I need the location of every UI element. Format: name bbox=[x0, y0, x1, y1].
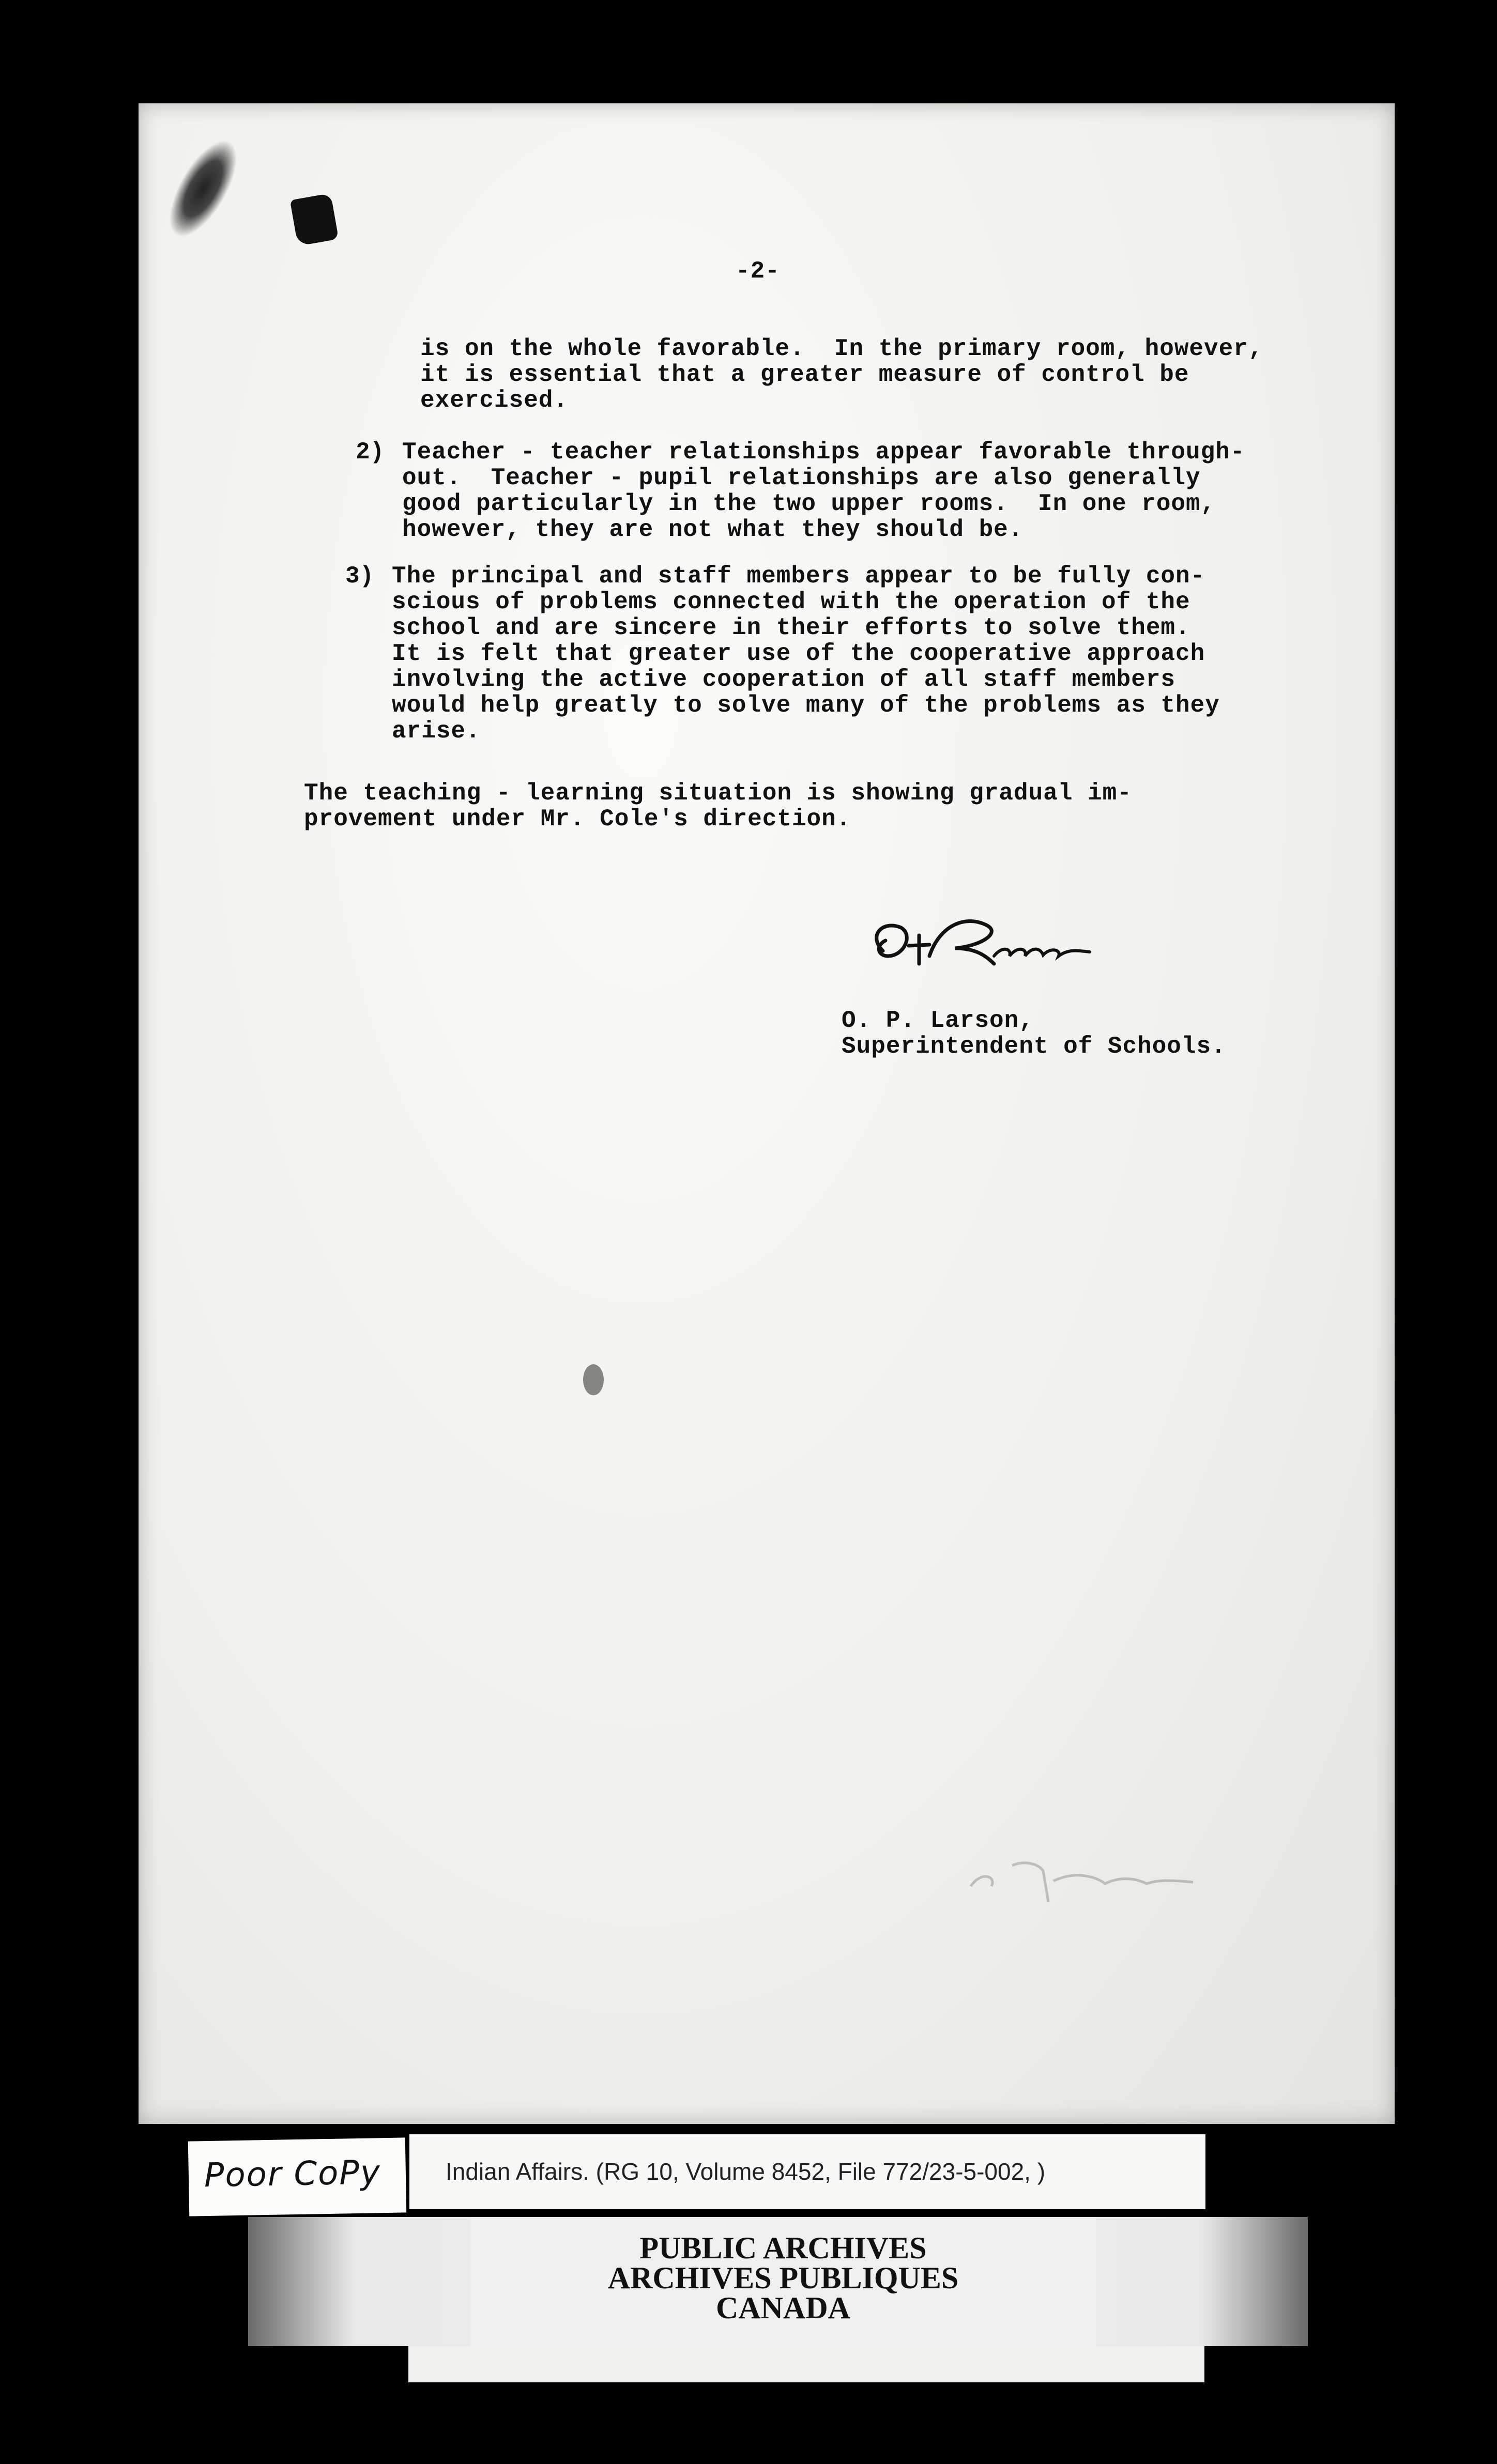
text-line: it is essential that a greater measure of control be bbox=[420, 361, 1189, 388]
text-line: school and are sincere in their efforts to solve them. bbox=[392, 614, 1190, 641]
closing-paragraph bbox=[304, 780, 1132, 832]
text-line: It is felt that greater use of the cooperative approach bbox=[392, 640, 1205, 667]
archive-reference-strip bbox=[409, 2134, 1205, 2209]
text-line: exercised. bbox=[420, 387, 569, 414]
archives-line-fr: ARCHIVES PUBLIQUES bbox=[607, 2261, 959, 2295]
poor-copy-note bbox=[188, 2137, 406, 2216]
archives-label bbox=[470, 2217, 1096, 2346]
text-line: The principal and staff members appear to be fully con- bbox=[392, 563, 1205, 590]
list-item-text bbox=[392, 563, 1220, 744]
archive-reference: Indian Affairs. (RG 10, Volume 8452, File 772/23-5-002, ) bbox=[446, 2158, 1046, 2185]
ink-smudge bbox=[156, 130, 251, 248]
bottom-strip bbox=[408, 2346, 1204, 2382]
text-line: provement under Mr. Cole's direction. bbox=[304, 806, 851, 833]
text-line: however, they are not what they should be. bbox=[402, 516, 1024, 543]
document-page bbox=[139, 103, 1395, 2124]
text-line: arise. bbox=[392, 718, 481, 745]
list-item-number: 2) bbox=[356, 439, 385, 466]
text-line: good particularly in the two upper rooms. In one room, bbox=[402, 490, 1216, 517]
stain-mark bbox=[583, 1364, 604, 1395]
handwritten-signature bbox=[862, 904, 1110, 987]
signatory-title: Superintendent of Schools. bbox=[842, 1033, 1226, 1060]
archives-line-country: CANADA bbox=[716, 2291, 850, 2325]
text-line: out. Teacher - pupil relationships are also generally bbox=[402, 465, 1201, 491]
poor-copy-text: Poor CoPy bbox=[204, 2153, 381, 2195]
text-line: The teaching - learning situation is showing gradual im- bbox=[304, 780, 1132, 807]
text-line: involving the active cooperation of all staff members bbox=[392, 666, 1176, 693]
text-line: Teacher - teacher relationships appear favorable through- bbox=[402, 439, 1245, 466]
continued-paragraph bbox=[420, 336, 1263, 413]
text-line: is on the whole favorable. In the primary room, however, bbox=[420, 335, 1263, 362]
ink-blot bbox=[290, 193, 339, 247]
bleed-through-signature bbox=[950, 1835, 1240, 1917]
text-line: scious of problems connected with the operation of the bbox=[392, 589, 1190, 615]
archives-stamp-box bbox=[248, 2217, 1308, 2346]
page-number: -2- bbox=[736, 258, 780, 285]
list-item-text bbox=[402, 439, 1245, 543]
signatory-name: O. P. Larson, bbox=[842, 1007, 1034, 1034]
archives-line-en: PUBLIC ARCHIVES bbox=[639, 2231, 927, 2265]
text-line: would help greatly to solve many of the problems as they bbox=[392, 692, 1220, 719]
list-item-number: 3) bbox=[345, 563, 374, 590]
